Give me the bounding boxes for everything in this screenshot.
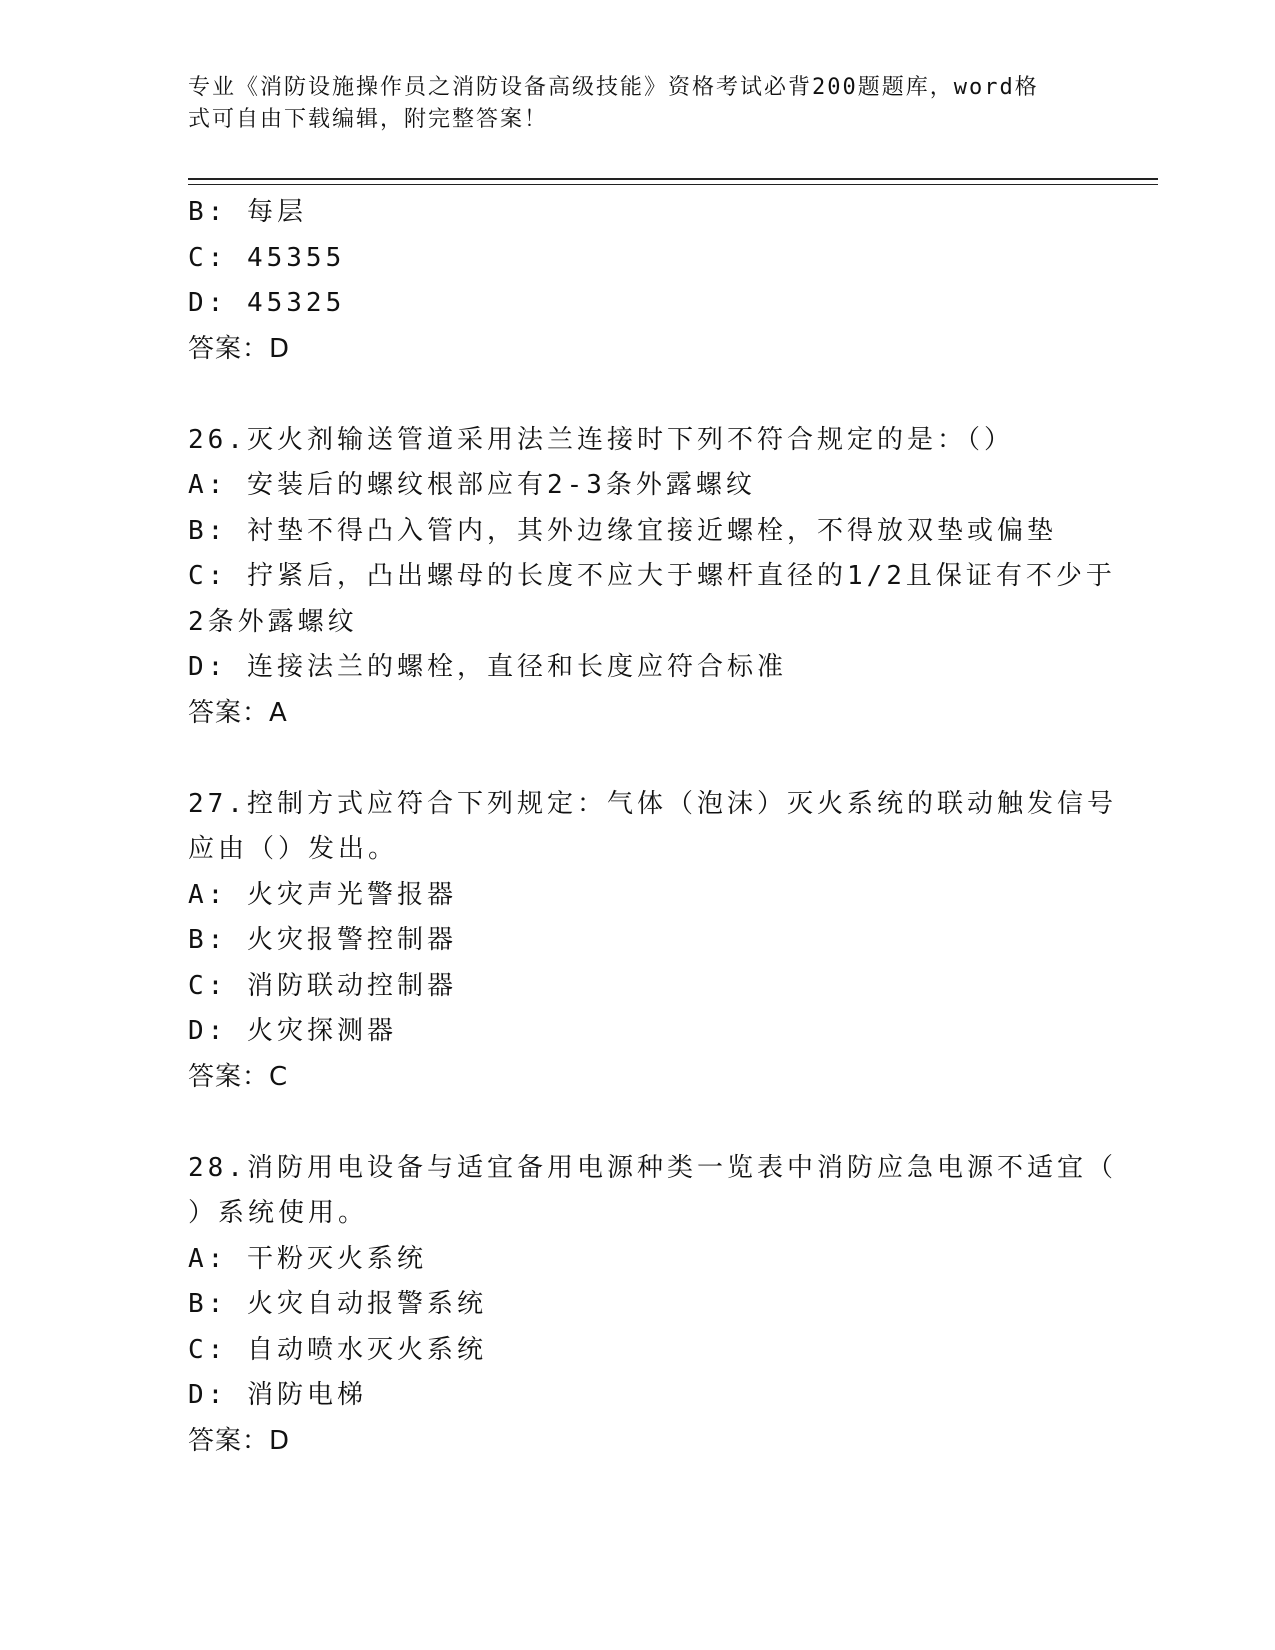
- question-stem-continued: 应由（）发出。: [188, 834, 399, 864]
- option-d: D: 45325: [188, 288, 346, 318]
- option-a: A: 安装后的螺纹根部应有2-3条外露螺纹: [188, 470, 756, 500]
- header-rule-thin: [188, 184, 1158, 185]
- question-block-28: [188, 1146, 1117, 1465]
- option-a: A: 火灾声光警报器: [188, 879, 457, 910]
- option-c-continued: 2条外露螺纹: [188, 606, 358, 637]
- option-c: C: 自动喷水灭火系统: [188, 1334, 487, 1365]
- answer-line: 答案：D: [188, 1425, 291, 1456]
- question-stem: 26.灭火剂输送管道采用法兰连接时下列不符合规定的是：（）: [188, 424, 1014, 455]
- option-b: B: 火灾报警控制器: [188, 925, 457, 955]
- answer-line: 答案：A: [188, 697, 288, 728]
- option-d: D: 消防电梯: [188, 1380, 367, 1410]
- header-rule-thick: [188, 178, 1158, 180]
- answer-line: 答案：D: [188, 333, 291, 364]
- question-block-27: [188, 782, 1117, 1101]
- document-header: [188, 72, 1068, 136]
- option-c: C: 45355: [188, 242, 346, 273]
- option-a: A: 干粉灭火系统: [188, 1243, 427, 1274]
- question-block-26: [188, 418, 1116, 737]
- question-stem: 28.消防用电设备与适宜备用电源种类一览表中消防应急电源不适宜（: [188, 1152, 1117, 1183]
- answer-line: 答案：C: [188, 1061, 289, 1092]
- question-stem-continued: ）系统使用。: [188, 1198, 369, 1228]
- option-b: B: 火灾自动报警系统: [188, 1289, 487, 1319]
- option-c: C: 拧紧后，凸出螺母的长度不应大于螺杆直径的1/2且保证有不少于: [188, 561, 1116, 591]
- option-b: B: 每层: [188, 197, 307, 227]
- question-block-partial: [188, 190, 1088, 372]
- document-body: [188, 190, 1117, 1464]
- header-line-2: 式可自由下载编辑，附完整答案！: [188, 107, 549, 132]
- option-b: B: 衬垫不得凸入管内，其外边缘宜接近螺栓，不得放双垫或偏垫: [188, 515, 1057, 546]
- option-d: D: 连接法兰的螺栓，直径和长度应符合标准: [188, 652, 787, 682]
- header-line-1: 专业《消防设施操作员之消防设备高级技能》资格考试必背200题题库，word格: [188, 75, 1039, 100]
- question-stem: 27.控制方式应符合下列规定：气体（泡沫）灭火系统的联动触发信号: [188, 788, 1117, 819]
- option-d: D: 火灾探测器: [188, 1016, 397, 1046]
- option-c: C: 消防联动控制器: [188, 970, 457, 1001]
